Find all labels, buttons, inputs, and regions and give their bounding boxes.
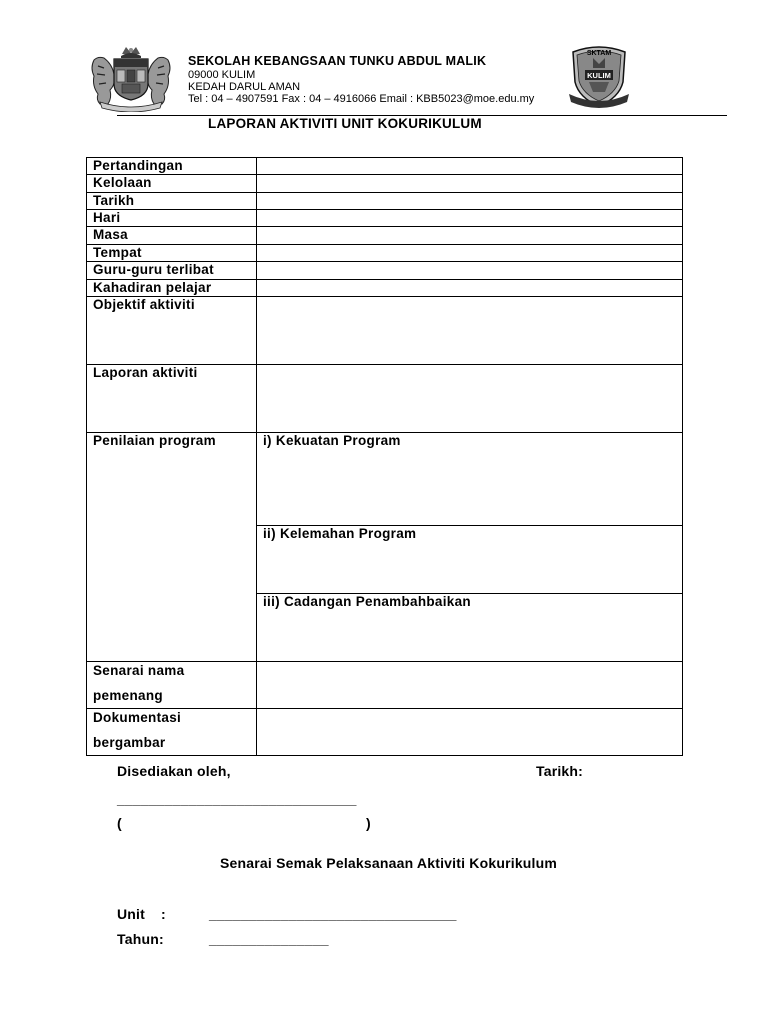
label-dokumentasi-bergambar-text: Dokumentasi bergambar: [93, 710, 182, 750]
name-paren-open: (: [117, 815, 122, 831]
field-kehadiran-pelajar[interactable]: [257, 280, 683, 297]
label-hari: Hari: [87, 210, 257, 227]
field-kelemahan-program[interactable]: ii) Kelemahan Program: [257, 526, 683, 594]
address-postcode-city: 09000 KULIM: [188, 69, 256, 81]
unit-label: Unit: [117, 906, 146, 922]
table-row: [87, 245, 683, 262]
table-row: [87, 297, 683, 365]
school-badge-logo: [567, 42, 631, 110]
table-row: [87, 158, 683, 175]
prepared-by-label: Disediakan oleh,: [117, 763, 231, 779]
badge-center-text: KULIM: [587, 71, 611, 80]
label-kelolaan: Kelolaan: [87, 175, 257, 193]
field-cadangan-penambahbaikan[interactable]: iii) Cadangan Penambahbaikan: [257, 594, 683, 662]
tahun-label: Tahun:: [117, 931, 164, 947]
field-hari[interactable]: [257, 210, 683, 227]
signature-line[interactable]: ______________________________: [117, 791, 357, 807]
field-guru-terlibat[interactable]: [257, 262, 683, 280]
label-laporan-aktiviti: Laporan aktiviti: [87, 365, 257, 433]
table-row: [87, 227, 683, 245]
field-dokumentasi-bergambar[interactable]: [257, 709, 683, 756]
checklist-title: Senarai Semak Pelaksanaan Aktiviti Kokurikulum: [220, 855, 558, 871]
school-name: SEKOLAH KEBANGSAAN TUNKU ABDUL MALIK: [188, 54, 487, 68]
table-row: [87, 280, 683, 297]
label-pertandingan: Pertandingan: [87, 158, 257, 175]
field-kekuatan-program[interactable]: i) Kekuatan Program: [257, 433, 683, 526]
date-label: Tarikh:: [536, 763, 584, 779]
contact-details: Tel : 04 – 4907591 Fax : 04 – 4916066 Email : KBB5023@moe.edu.my: [188, 93, 535, 105]
unit-input-line[interactable]: _______________________________: [209, 906, 457, 922]
activity-report-table: [86, 157, 683, 756]
field-pertandingan[interactable]: [257, 158, 683, 175]
coat-of-arms-logo: [86, 44, 176, 112]
table-row: [87, 262, 683, 280]
label-objektif-aktiviti: Objektif aktiviti: [87, 297, 257, 365]
table-row: [87, 433, 683, 526]
tahun-input-line[interactable]: _______________: [209, 931, 329, 947]
table-row: [87, 175, 683, 193]
badge-top-text: SKTAM: [586, 50, 612, 57]
label-penilaian-program: Penilaian program: [87, 433, 257, 662]
address-state: KEDAH DARUL AMAN: [188, 81, 301, 93]
table-row: [87, 662, 683, 709]
field-tempat[interactable]: [257, 245, 683, 262]
label-senarai-nama-pemenang: [87, 662, 257, 709]
field-senarai-nama-pemenang[interactable]: [257, 662, 683, 709]
table-row: [87, 193, 683, 210]
field-tarikh[interactable]: [257, 193, 683, 210]
name-paren-close: ): [366, 815, 371, 831]
label-tempat: Tempat: [87, 245, 257, 262]
field-masa[interactable]: [257, 227, 683, 245]
field-kelolaan[interactable]: [257, 175, 683, 193]
label-dokumentasi-bergambar: [87, 709, 257, 756]
table-row: [87, 365, 683, 433]
label-tarikh: Tarikh: [87, 193, 257, 210]
label-kehadiran-pelajar: Kahadiran pelajar: [87, 280, 257, 297]
field-laporan-aktiviti[interactable]: [257, 365, 683, 433]
label-guru-terlibat: Guru-guru terlibat: [87, 262, 257, 280]
table-row: [87, 210, 683, 227]
label-senarai-nama-pemenang-text: Senarai nama pemenang: [93, 663, 185, 703]
table-row: [87, 709, 683, 756]
unit-colon: :: [161, 906, 166, 922]
form-title: LAPORAN AKTIVITI UNIT KOKURIKULUM: [208, 116, 482, 131]
label-masa: Masa: [87, 227, 257, 245]
field-objektif-aktiviti[interactable]: [257, 297, 683, 365]
